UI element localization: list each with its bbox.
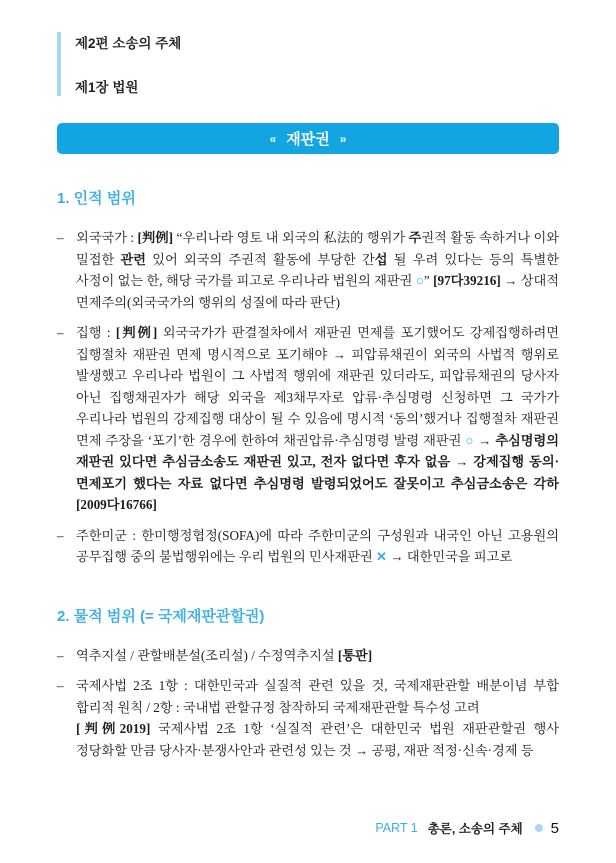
bullet-text: 주한미군 : 한미행정협정(SOFA)에 따라 주한미군의 구성원과 내국인 아닌 고용원의 공무집행 중의 불법행위에는 우리 법원의 민사재판권 ✕ → 대한민국을 피고로 xyxy=(76,527,559,564)
result-mark-icon: ○ xyxy=(465,432,475,448)
footer-dot-icon xyxy=(535,824,543,832)
bullet-text: 집행 : [判例] 외국국가가 판결절차에서 재판권 면제를 포기했어도 강제집행하려면 집행절차 재판권 면제 명시적으로 포기해야 → 피압류채권이 외국의 사법적 행위로 발생했고 우리나라 법원이 그 사법적 행위에 재판권 있더라도, 피압류채권의 당사자 아닌 집행채권자가 해당 외국을 제3채무자로 압류·추심명령 신청하면 그 국가가 우리나라 법원의 강제집행 대상이 될 수 있음에 명시적 ‘동의’했거나 집행절차 재판권 면제 주장을 ‘포기’한 경우에 한하여 채권압류·추심명령 발령 재판권 ○ → 추심명령의 재판권 있다면 추심금소송도 재판권 있고, 전자 없다면 후자 없음 → 강제집행 동의·면제포기 했다는 자료 없다면 추심명령 발령되었어도 잘못이고 추심금소송은 각하 [2009다16766] xyxy=(76,325,560,512)
bullet-item xyxy=(57,227,559,313)
bullet-text: 국제사법 2조 1항 : 대한민국과 실질적 관련 있을 것, 국제재판관할 배분이념 부합 합리적 원칙 / 2항 : 국내법 관할규정 참작하되 국제재판관할 특수성 고려 [判例2019] 국제사법 2조 1항 ‘실질적 관련’은 대한민국 법원 재판관할권 행사 정당화할 만큼 당사자·분쟁사안과 관련성 있는 것 → 공평, 재판 적정·신속·경제 등 xyxy=(76,678,559,758)
section-1 xyxy=(57,187,559,568)
result-mark-icon: ○ xyxy=(415,273,424,288)
section-2 xyxy=(57,605,559,762)
result-mark-icon: ✕ xyxy=(376,549,388,564)
sections-container xyxy=(57,187,559,761)
bullet-dash: – xyxy=(57,325,64,340)
bullet-item xyxy=(57,675,559,761)
footer-part-label: PART 1 xyxy=(375,821,418,835)
banner-left-chevron-icon: « xyxy=(269,131,277,146)
bullet-item xyxy=(57,645,559,667)
footer-section-title: 총론, 소송의 주체 xyxy=(427,822,523,836)
topic-banner xyxy=(57,123,559,154)
footer-page-number: 5 xyxy=(550,819,559,837)
bullet-dash: – xyxy=(57,647,64,663)
page-header xyxy=(57,32,559,96)
section-heading: 1. 인적 범위 xyxy=(57,190,136,207)
bullet-item xyxy=(57,525,559,568)
bullet-dash: – xyxy=(57,678,64,693)
page-footer xyxy=(375,819,559,837)
bullet-dash: – xyxy=(57,230,64,245)
part-heading: 제2편 소송의 주체 xyxy=(75,36,182,51)
section-heading: 2. 물적 범위 (= 국제재판관할권) xyxy=(57,607,265,625)
bullet-dash: – xyxy=(57,527,64,543)
bullet-text: 외국국가 : [判例] “우리나라 영토 내 외국의 私法的 행위가 주권적 활동 속하거나 이와 밀접한 관련 있어 외국의 주권적 활동에 부당한 간섭 될 우려 있다는 등의 특별한 사정이 없는 한, 해당 국가를 피고로 우리나라 법원의 재판권 ○” [97다39216] → 상대적 면제주의(외국국가의 행위의 성질에 따라 판단) xyxy=(76,230,560,310)
bullet-item xyxy=(57,322,559,516)
banner-right-chevron-icon: » xyxy=(339,131,347,146)
banner-title: 재판권 xyxy=(286,131,330,148)
bullet-text: 역추지설 / 관할배분설(조리설) / 수정역추지설 [통판] xyxy=(76,647,373,663)
chapter-heading: 제1장 법원 xyxy=(75,80,139,95)
